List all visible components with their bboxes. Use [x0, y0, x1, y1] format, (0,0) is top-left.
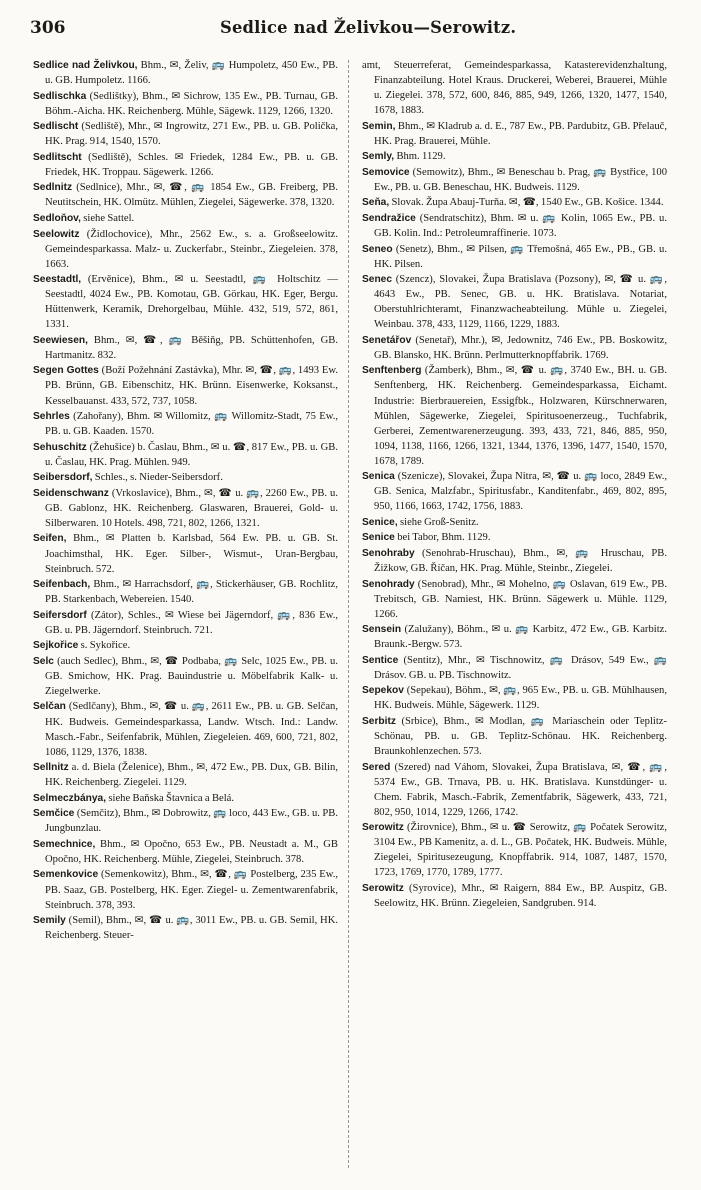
entry-headword: Seifen, — [33, 533, 67, 545]
directory-entry — [362, 149, 667, 164]
column-divider — [348, 60, 349, 1168]
entry-headword: Seewiesen, — [33, 334, 88, 346]
running-title: Sedlice nad Želivkou—Serowitz. — [220, 18, 517, 38]
directory-entry — [362, 714, 667, 759]
entry-headword: Selmeczbánya, — [33, 792, 107, 804]
entry-headword: Seifersdorf — [33, 609, 87, 621]
entry-text: siehe Sattel. — [80, 212, 135, 224]
entry-headword: Sered — [362, 761, 391, 773]
entry-headword: Seňa, — [362, 197, 390, 209]
directory-entry — [362, 653, 667, 683]
entry-headword: Sensein — [362, 624, 402, 636]
directory-entry — [33, 837, 338, 867]
directory-entry — [33, 150, 338, 180]
entry-headword: Sellnitz — [33, 762, 69, 774]
entry-headword: Sedlischka — [33, 90, 87, 102]
entry-text: (Senetař), Mhr.), ✉, Jedownitz, 746 Ew., PB. Boskowitz, GB. Blansko, HK. Brünn. Perlmutterknopffabrik. 1769. — [374, 334, 667, 361]
directory-entry — [33, 227, 338, 272]
entry-text: (Boží Požehnání Zastávka), Mhr. ✉, ☎, 🚌, 1493 Ew. PB. Brünn, GB. Eibenschitz, HK. Brünn. Eisenwerke, Koksanst., Kesselbauanst. 433, 572, 737, 1058. — [45, 365, 338, 407]
entry-text: (Syrovice), Mhr., ✉ Raigern, 884 Ew., BP. Auspitz, GB. Seelowitz, HK. Brünn. Ziegeleien, Sandgruben. 914. — [374, 883, 667, 910]
directory-entry — [33, 638, 338, 653]
directory-entry — [33, 867, 338, 912]
entry-text: (Szenicze), Slovakei, Župa Nitra, ✉, ☎ u. 🚌 loco, 2849 Ew., GB. Senica, Malzfabr., Spiritusfabr., Kanditenfabr., 469, 802, 895, 950, 1166, 1663, 1742, 1756, 1883. — [374, 471, 667, 513]
directory-entry — [362, 195, 667, 210]
directory-entry — [362, 469, 667, 514]
directory-entry — [362, 760, 667, 820]
entry-headword: Semily — [33, 915, 66, 927]
entry-text: Bhm., ✉, Želiv, 🚌 Humpoletz, 450 Ew., PB. u. GB. Humpoletz. 1166. — [45, 60, 338, 87]
entry-text: (Ervěnice), Bhm., ✉ u. Seestadtl, 🚌 Holtschitz — Seestadtl, 4024 Ew., PB. Komotau, GB. Görkau, HK. Eger, Bergu. Hüttenwerk, Keramik, Drehorgelbau, Mühle. 432, 519, 572, 861, 1331. — [45, 274, 338, 331]
entry-headword: Sedloňov, — [33, 212, 81, 224]
entry-text: (Senetz), Bhm., ✉ Pilsen, 🚌 Třemošná, 465 Ew., PB., GB. u. HK. Pilsen. — [374, 243, 667, 270]
entry-headword: Seifenbach, — [33, 579, 91, 591]
entry-text: (Szered) nad Váhom, Slovakei, Župa Bratislava, ✉, ☎, 🚌, 5374 Ew., GB. Trnava, PB. u. HK. Bratislava. Kunstdünger- u. Chem. Fabrik, Masch.-Fabrik, Zementfabrik, Sägewerk, 433, 721, 802, 950, 1014, 1229, 1266, 1742. — [374, 761, 667, 818]
entry-headword: Sejkořice — [33, 640, 79, 652]
entry-text: (Vrkoslavice), Bhm., ✉, ☎ u. 🚌, 2260 Ew., PB. u. GB. Gablonz, HK. Reichenberg. Glaswaren, Brauerei, Gold- u. Silberwaren. 10 Hotels. 498, 721, 802, 1266, 1321. — [45, 487, 338, 529]
entry-text: Bhm., ✉ Opočno, 653 Ew., PB. Neustadt a. M., GB Opočno, HK. Reichenberg. Mühle, Ziegelei, Steinbruch. 378. — [45, 838, 338, 865]
directory-entry — [33, 760, 338, 790]
directory-entry — [362, 333, 667, 363]
directory-entry — [362, 363, 667, 468]
directory-entry — [362, 242, 667, 272]
entry-text: Bhm., ✉ Platten b. Karlsbad, 564 Ew. PB. u. GB. St. Joachimsthal, HK. Eger. Silber-, Wismut-, Uran-Bergbau, Steinbruch. 572. — [45, 533, 338, 575]
entry-headword: Serowitz — [362, 883, 404, 895]
directory-entry — [362, 515, 667, 530]
directory-entry — [33, 119, 338, 149]
directory-entry — [33, 272, 338, 332]
directory-entry — [33, 211, 338, 226]
entry-headword: Seelowitz — [33, 228, 80, 240]
entry-text: (Senobrad), Mhr., ✉ Mohelno, 🚌 Oslavan, 619 Ew., PB. Trebitsch, GB. Namiest, HK. Brünn. Sägewerk u. Mühle. 1129, 1266. — [374, 578, 667, 620]
entry-headword: Seidenschwanz — [33, 487, 109, 499]
entry-text: Bhm., ✉ Kladrub a. d. E., 787 Ew., PB. Pardubitz, GB. Přelauč, HK. Prag. Brauerei, Mühle. — [374, 120, 667, 147]
entry-headword: Senice — [362, 532, 395, 544]
entry-text: amt, Steuerreferat, Gemeindesparkassa, Katasterevidenzhaltung, Finanzabteilung. Hotel Kraus. Druckerei, Weberei, Brauerei, Mühle u. Ziegelei. 378, 572, 600, 846, 885, 949, 1266, 1320, 1477, 1540, 1678, 1883. — [362, 60, 667, 117]
entry-headword: Senohrady — [362, 578, 415, 590]
directory-entry — [33, 608, 338, 638]
entry-headword: Senetářov — [362, 334, 412, 346]
directory-entry — [33, 699, 338, 759]
entry-text: (Semenkowitz), Bhm., ✉, ☎, 🚌 Postelberg, 235 Ew., PB. Saaz, GB. Postelberg, HK. Eger. Ziegel- u. Zementwarenfabrik, Steinbruch. 378, 393. — [45, 869, 338, 911]
directory-entry — [362, 683, 667, 713]
entry-headword: Sendražice — [362, 212, 416, 224]
directory-entry — [33, 470, 338, 485]
entry-headword: Sedlischt — [33, 121, 79, 133]
entry-text: (Srbice), Bhm., ✉ Modlan, 🚌 Mariaschein oder Teplitz-Schönau, PB. u. GB. Teplitz-Schönau. HK. Reichenberg. Braunkohlenzechen. 573. — [374, 716, 667, 758]
entry-headword: Sentice — [362, 654, 399, 666]
entry-headword: Semenkovice — [33, 869, 99, 881]
entry-text: Schles., s. Nieder-Seibersdorf. — [92, 472, 223, 484]
entry-headword: Semčice — [33, 808, 75, 820]
entry-headword: Semin, — [362, 120, 396, 132]
entry-text: Bhm., ✉ Harrachsdorf, 🚌, Stickerhäuser, GB. Rochlitz, PB. Starkenbach, Webereien. 1540. — [45, 579, 338, 606]
entry-text: siehe Groß-Senitz. — [397, 516, 479, 528]
entry-headword: Semechnice, — [33, 838, 96, 850]
entry-headword: Sedlnitz — [33, 182, 73, 194]
entry-headword: Senohraby — [362, 548, 415, 559]
entry-text: (Zahořany), Bhm. ✉ Willomitz, 🚌 Willomitz-Stadt, 75 Ew., PB. u. GB. Kaaden. 1570. — [45, 411, 338, 438]
directory-entry — [362, 530, 667, 545]
entry-text: (Sedliště), Schles. ✉ Friedek, 1284 Ew., PB. u. GB. Friedek, HK. Troppau. Sägewerk. 1266. — [45, 151, 338, 178]
entry-text: Bhm. 1129. — [394, 151, 446, 163]
entry-text: (Sedlčany), Bhm., ✉, ☎ u. 🚌, 2611 Ew., PB. u. GB. Selčan, HK. Budweis. Gemeindesparkassa, Landw. Wtsch. Ind.: Landw. Masch.-Fabr., Seifenfabrik, Mühlen, Ziegeleien. 469, 600, 721, 802, 1086, 1129, 1376, 1838. — [45, 701, 338, 758]
entry-headword: Sedlice nad Želivkou, — [33, 60, 138, 71]
entry-headword: Senec — [362, 274, 393, 286]
directory-entry — [33, 333, 338, 363]
entry-text: s. Sykořice. — [78, 640, 131, 652]
entry-headword: Seneo — [362, 243, 393, 255]
directory-entry — [33, 486, 338, 531]
directory-entry — [33, 577, 338, 607]
entry-headword: Sehrles — [33, 411, 70, 423]
entry-text: (Sendratschitz), Bhm. ✉ u. 🚌 Kolin, 1065 Ew., PB. u. GB. Kolin. Ind.: Petroleumraffinerie. 1073. — [374, 212, 667, 240]
directory-entry — [362, 211, 667, 241]
entry-text: Slovak. Župa Abauj-Turňa. ✉, ☎, 1540 Ew., GB. Košice. 1344. — [389, 197, 664, 209]
entry-headword: Semly, — [362, 151, 395, 163]
right-column — [362, 58, 667, 1168]
directory-entry — [362, 577, 667, 622]
directory-entry — [362, 119, 667, 149]
entry-text: Bhm., ✉, ☎, 🚌 Běšiňg, PB. Schüttenhofen, GB. Hartmanitz. 832. — [45, 334, 338, 361]
directory-entry — [33, 363, 338, 408]
entry-text: (Sedlnice), Mhr., ✉, ☎, 🚌 1854 Ew., GB. Freiberg, PB. Neutitschein, HK. Olmütz. Mühlen, Ziegelei, Sägewerke. 378, 1320. — [45, 182, 338, 209]
directory-entry — [362, 165, 667, 195]
directory-entry — [33, 531, 338, 576]
entry-headword: Sedlitscht — [33, 151, 82, 163]
directory-entry — [362, 58, 667, 118]
entry-headword: Serowitz — [362, 822, 404, 834]
entry-text: (Žirovnice), Bhm., ✉ u. ☎ Serowitz, 🚌 Počatek Serowitz, 3104 Ew., PB Kamenitz, a. d. L., GB. Počatek, HK. Budweis. Mühle, Ziegelei, Spiritusezeugung, Knopffabrik. 914, 1087, 1487, 1570, 1723, 1769, 1770, 1789, 1777. — [374, 822, 667, 879]
directory-entry — [362, 881, 667, 911]
entry-headword: Selčan — [33, 701, 66, 713]
directory-entry — [33, 654, 338, 699]
entry-headword: Serbitz — [362, 716, 396, 728]
entry-text: (Žehušice) b. Časlau, Bhm., ✉ u. ☎, 817 Ew., PB. u. GB. u. Časlau, HK. Prag. Mühlen. 949. — [45, 441, 338, 468]
entry-headword: Seestadtl, — [33, 274, 82, 286]
entry-text: (Sedlištky), Bhm., ✉ Sichrow, 135 Ew., PB. Turnau, GB. Böhm.-Aicha. HK. Reichenberg. Mühle, Sägewk. 1129, 1266, 1320. — [45, 90, 338, 117]
directory-entry — [33, 409, 338, 439]
directory-entry — [33, 913, 338, 943]
entry-headword: Semovice — [362, 166, 410, 178]
entry-headword: Senica — [362, 471, 395, 483]
directory-entry — [33, 180, 338, 210]
left-column — [33, 58, 338, 1168]
directory-entry — [362, 622, 667, 652]
entry-text: bei Tabor, Bhm. 1129. — [394, 532, 491, 544]
directory-entry — [33, 806, 338, 836]
page-number: 306 — [30, 18, 66, 38]
entry-text: (Semil), Bhm., ✉, ☎ u. 🚌, 3011 Ew., PB. u. GB. Semil, HK. Reichenberg. Steuer- — [45, 915, 338, 942]
directory-entry — [362, 272, 667, 332]
entry-text: (Senohrab-Hruschau), Bhm., ✉, 🚌 Hruschau, PB. Žižkow, GB. Říčan, HK. Prag. Mühle, Steinbr., Ziegelei. — [374, 548, 667, 575]
entry-headword: Senftenberg — [362, 365, 422, 377]
entry-headword: Sepekov — [362, 685, 404, 697]
entry-headword: Sehuschitz — [33, 441, 87, 453]
entry-text: (auch Sedlec), Bhm., ✉, ☎ Podbaba, 🚌 Selc, 1025 Ew., PB. u. GB. Smichow, HK. Prag. Bauindustrie u. Möbelfabrik Kalk- u. Ziegelwerke. — [45, 655, 338, 697]
entry-headword: Segen Gottes — [33, 365, 99, 377]
entry-text: (Semčitz), Bhm., ✉ Dobrowitz, 🚌 loco, 443 Ew., GB. u. PB. Jungbunzlau. — [45, 808, 338, 835]
entry-text: (Zalužany), Böhm., ✉ u. 🚌 Karbitz, 472 Ew., GB. Karbitz. Braunk.-Bergw. 573. — [374, 624, 667, 651]
directory-entry — [362, 546, 667, 576]
directory-entry — [33, 440, 338, 470]
page-header — [30, 18, 670, 48]
directory-entry — [362, 820, 667, 880]
entry-headword: Senice, — [362, 516, 398, 528]
entry-text: (Židlochovice), Mhr., 2562 Ew., s. a. Großseelowitz. Gemeindesparkassa. Malz- u. Zuckerfabr., Steinbr., Ziegeleien. 378, 1663. — [45, 228, 338, 270]
entry-text: a. d. Biela (Želenice), Bhm., ✉, 472 Ew., PB. Dux, GB. Bilin, HK. Reichenberg. Ziegelei. 1129. — [45, 762, 338, 789]
directory-entry — [33, 89, 338, 119]
directory-entry — [33, 791, 338, 806]
entry-headword: Selc — [33, 655, 54, 667]
entry-text: (Sepekau), Böhm., ✉, 🚌, 965 Ew., PB. u. GB. Mühlhausen, HK. Budweis. Mühle, Sägewerk. 1129. — [374, 685, 667, 712]
entry-text: siehe Baňska Štavnica a Belá. — [106, 792, 234, 804]
entry-text: (Žamberk), Bhm., ✉, ☎ u. 🚌, 3740 Ew., BH. u. GB. Senftenberg, HK. Reichenberg. Gemeindesparkassa, Eichamt. Industrie: Bierbrauereien, Essigfbk., Holzwaren, Kürschnerwaren, Mühlen, Sägewerke, Ziegelei, Spiritusoenerzeug., Tuchfabrik, Gerberei, Zementwarenerzeugung. 393, 433, 721, 846, 885, 950, 1094, 1138, 1166, 1266, 1321, 1344, 1376, 1396, 1477, 1540, 1570, 1678, 1789. — [374, 365, 667, 467]
entry-text: (Sentitz), Mhr., ✉ Tischnowitz, 🚌 Drásov, 549 Ew., 🚌 Drásov. GB. u. PB. Tischnowitz. — [374, 654, 667, 681]
entry-text: (Zátor), Schles., ✉ Wiese bei Jägerndorf, 🚌, 836 Ew., GB. u. PB. Jägerndorf. Steinbruch. 721. — [45, 609, 338, 636]
entry-text: (Sedliště), Mhr., ✉ Ingrowitz, 271 Ew., PB. u. GB. Polička, HK. Prag. 914, 1540, 1570. — [45, 121, 338, 148]
directory-entry — [33, 58, 338, 88]
entry-text: (Szencz), Slovakei, Župa Bratislava (Pozsony), ✉, ☎ u. 🚌, 4643 Ew., PB. Senec, GB. u. HK. Bratislava. Notariat, Oberstuhlrichteramt, Finanzwacheabteilung. Mühle u. Ziegelei, Weinbau. 378, 433, 1129, 1166, 1229, 1883. — [374, 274, 667, 331]
entry-text: (Semowitz), Bhm., ✉ Beneschau b. Prag, 🚌 Bystřice, 100 Ew., PB. u. GB. Beneschau, HK. Budweis. 1129. — [374, 166, 667, 193]
entry-headword: Seibersdorf, — [33, 472, 93, 484]
